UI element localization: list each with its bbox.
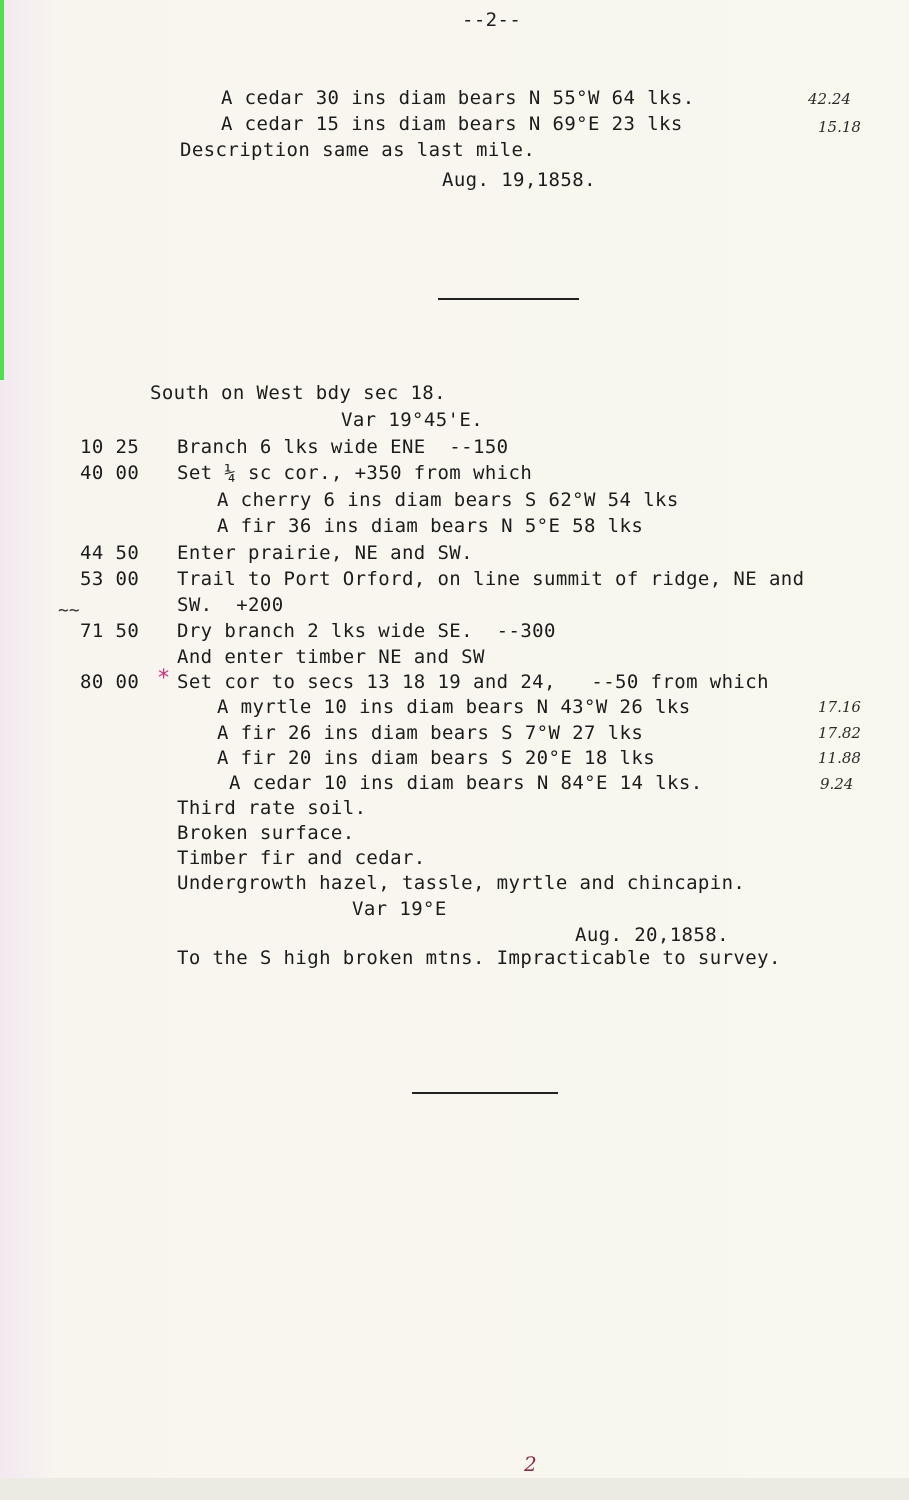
date-line: Aug. 20,1858. <box>575 924 729 946</box>
entry-text: And enter timber NE and SW <box>177 646 485 668</box>
bearing-line-1: A cedar 30 ins diam bears N 55°W 64 lks. <box>221 87 695 109</box>
chain-distance: 10 25 <box>80 436 140 458</box>
entry-text: A cedar 10 ins diam bears N 84°E 14 lks. <box>229 772 703 794</box>
entry-text: Enter prairie, NE and SW. <box>177 542 473 564</box>
entry-text: Set cor to secs 13 18 19 and 24, --50 from which <box>177 671 769 693</box>
margin-note: 11.88 <box>818 749 861 767</box>
chain-distance: 53 00 <box>80 568 140 590</box>
entry-text: A fir 36 ins diam bears N 5°E 58 lks <box>217 515 644 537</box>
asterisk-mark: * <box>157 666 171 691</box>
entry-text: SW. +200 <box>177 594 284 616</box>
variation: Var 19°E <box>352 898 447 920</box>
description-line: Description same as last mile. <box>180 139 536 161</box>
variation: Var 19°45'E. <box>341 409 484 431</box>
note-line: Undergrowth hazel, tassle, myrtle and chincapin. <box>177 872 746 894</box>
entry-text: A myrtle 10 ins diam bears N 43°W 26 lks <box>217 696 691 718</box>
scan-bottom-strip <box>0 1478 909 1500</box>
note-line: Timber fir and cedar. <box>177 847 426 869</box>
entry-text: Dry branch 2 lks wide SE. --300 <box>177 620 556 642</box>
entry-text: A fir 26 ins diam bears S 7°W 27 lks <box>217 722 644 744</box>
entry-text: Set ¼ sc cor., +350 from which <box>177 462 533 484</box>
chain-distance: 71 50 <box>80 620 140 642</box>
entry-text: Branch 6 lks wide ENE --150 <box>177 436 509 458</box>
page-number: --2-- <box>462 9 522 31</box>
margin-note: 42.24 <box>808 90 851 108</box>
margin-note: 9.24 <box>820 775 854 793</box>
section-divider <box>438 298 579 300</box>
entry-text: A fir 20 ins diam bears S 20°E 18 lks <box>217 747 656 769</box>
chain-distance: 40 00 <box>80 462 140 484</box>
margin-note: 15.18 <box>818 118 861 136</box>
chain-distance: 44 50 <box>80 542 140 564</box>
date-line: Aug. 19,1858. <box>442 169 596 191</box>
chain-distance: 80 00 <box>80 671 140 693</box>
section-title: South on West bdy sec 18. <box>150 382 446 404</box>
note-line: Third rate soil. <box>177 797 367 819</box>
scan-edge <box>0 0 4 380</box>
entry-text: A cherry 6 ins diam bears S 62°W 54 lks <box>217 489 679 511</box>
section-divider <box>412 1092 558 1094</box>
margin-note: 17.82 <box>818 724 861 742</box>
entry-text: Trail to Port Orford, on line summit of ridge, NE and <box>177 568 805 590</box>
margin-note: 17.16 <box>818 698 861 716</box>
closing-line: To the S high broken mtns. Impracticable to survey. <box>177 947 781 969</box>
margin-tilde: ~~ <box>58 600 80 621</box>
note-line: Broken surface. <box>177 822 355 844</box>
bearing-line-2: A cedar 15 ins diam bears N 69°E 23 lks <box>221 113 683 135</box>
footer-mark: 2 <box>524 1452 537 1476</box>
